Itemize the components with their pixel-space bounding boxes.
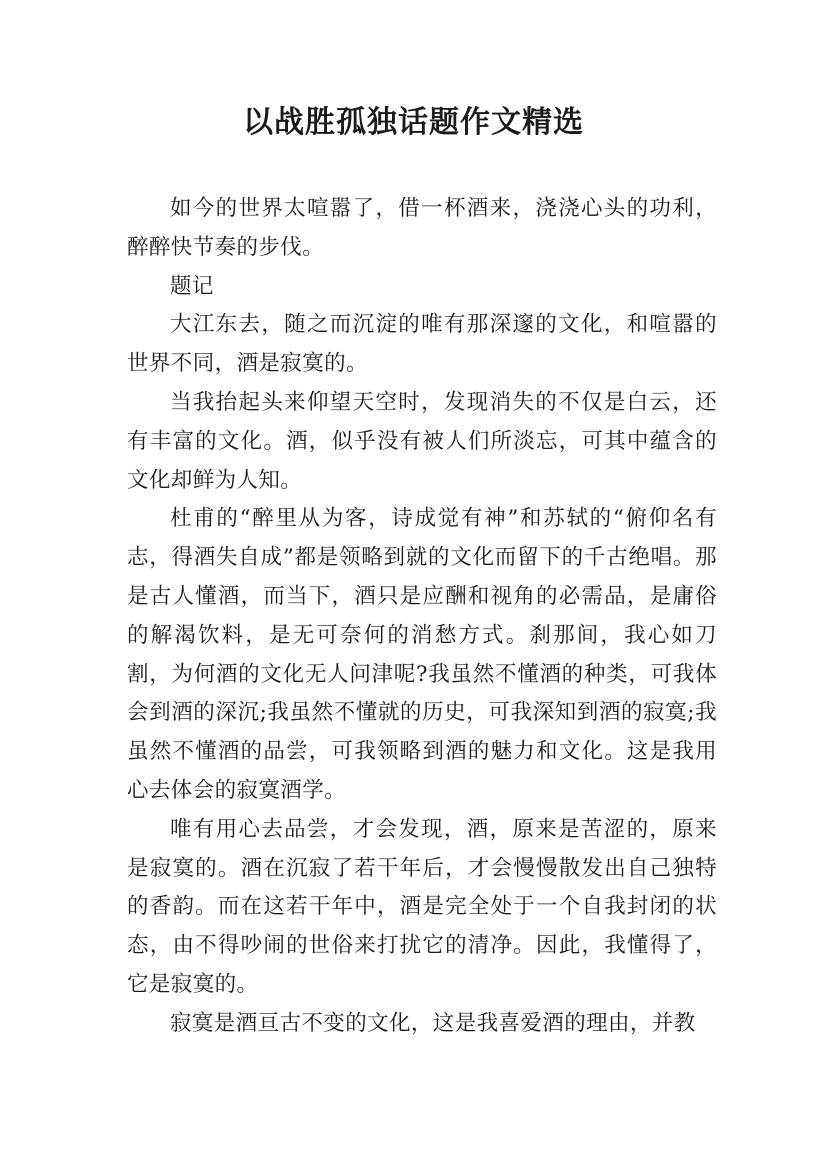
paragraph-3: 杜甫的“醉里从为客，诗成觉有神”和苏轼的“俯仰名有志，得酒失自成”都是领略到就的文化而留下的千古绝唱。那是古人懂酒，而当下，酒只是应酬和视角的必需品，是庸俗的解渴饮料，是无可奈何的消愁方式。刹那间，我心如刀割，为何酒的文化无人问津呢?我虽然不懂酒的种类，可我体会到酒的深沉;我虽然不懂就的历史，可我深知到酒的寂寞;我虽然不懂酒的品尝，可我领略到酒的魅力和文化。这是我用心去体会的寂寞酒学。 xyxy=(127,506,717,803)
paragraph-epigraph-label: 题记 xyxy=(170,273,214,299)
paragraph-intro: 如今的世界太喧嚣了，借一杯酒来，浇浇心头的功利，醉醉快节奏的步伐。 xyxy=(127,196,717,260)
document-body xyxy=(127,190,717,1044)
paragraph-1: 大江东去，随之而沉淀的唯有那深邃的文化，和喧嚣的世界不同，酒是寂寞的。 xyxy=(127,312,717,377)
paragraph-4: 唯有用心去品尝，才会发现，酒，原来是苦涩的，原来是寂寞的。酒在沉寂了若干年后，才会慢慢散发出自己独特的香韵。而在这若干年中，酒是完全处于一个自我封闭的状态，由不得吵闹的世俗来打扰它的清净。因此，我懂得了，它是寂寞的。 xyxy=(127,816,717,997)
paragraph-5: 寂寞是酒亘古不变的文化，这是我喜爱酒的理由，并教 xyxy=(170,1010,696,1036)
document-title: 以战胜孤独话题作文精选 xyxy=(243,105,584,140)
paragraph-2: 当我抬起头来仰望天空时，发现消失的不仅是白云，还有丰富的文化。酒，似乎没有被人们所淡忘，可其中蕴含的文化却鲜为人知。 xyxy=(127,389,717,493)
